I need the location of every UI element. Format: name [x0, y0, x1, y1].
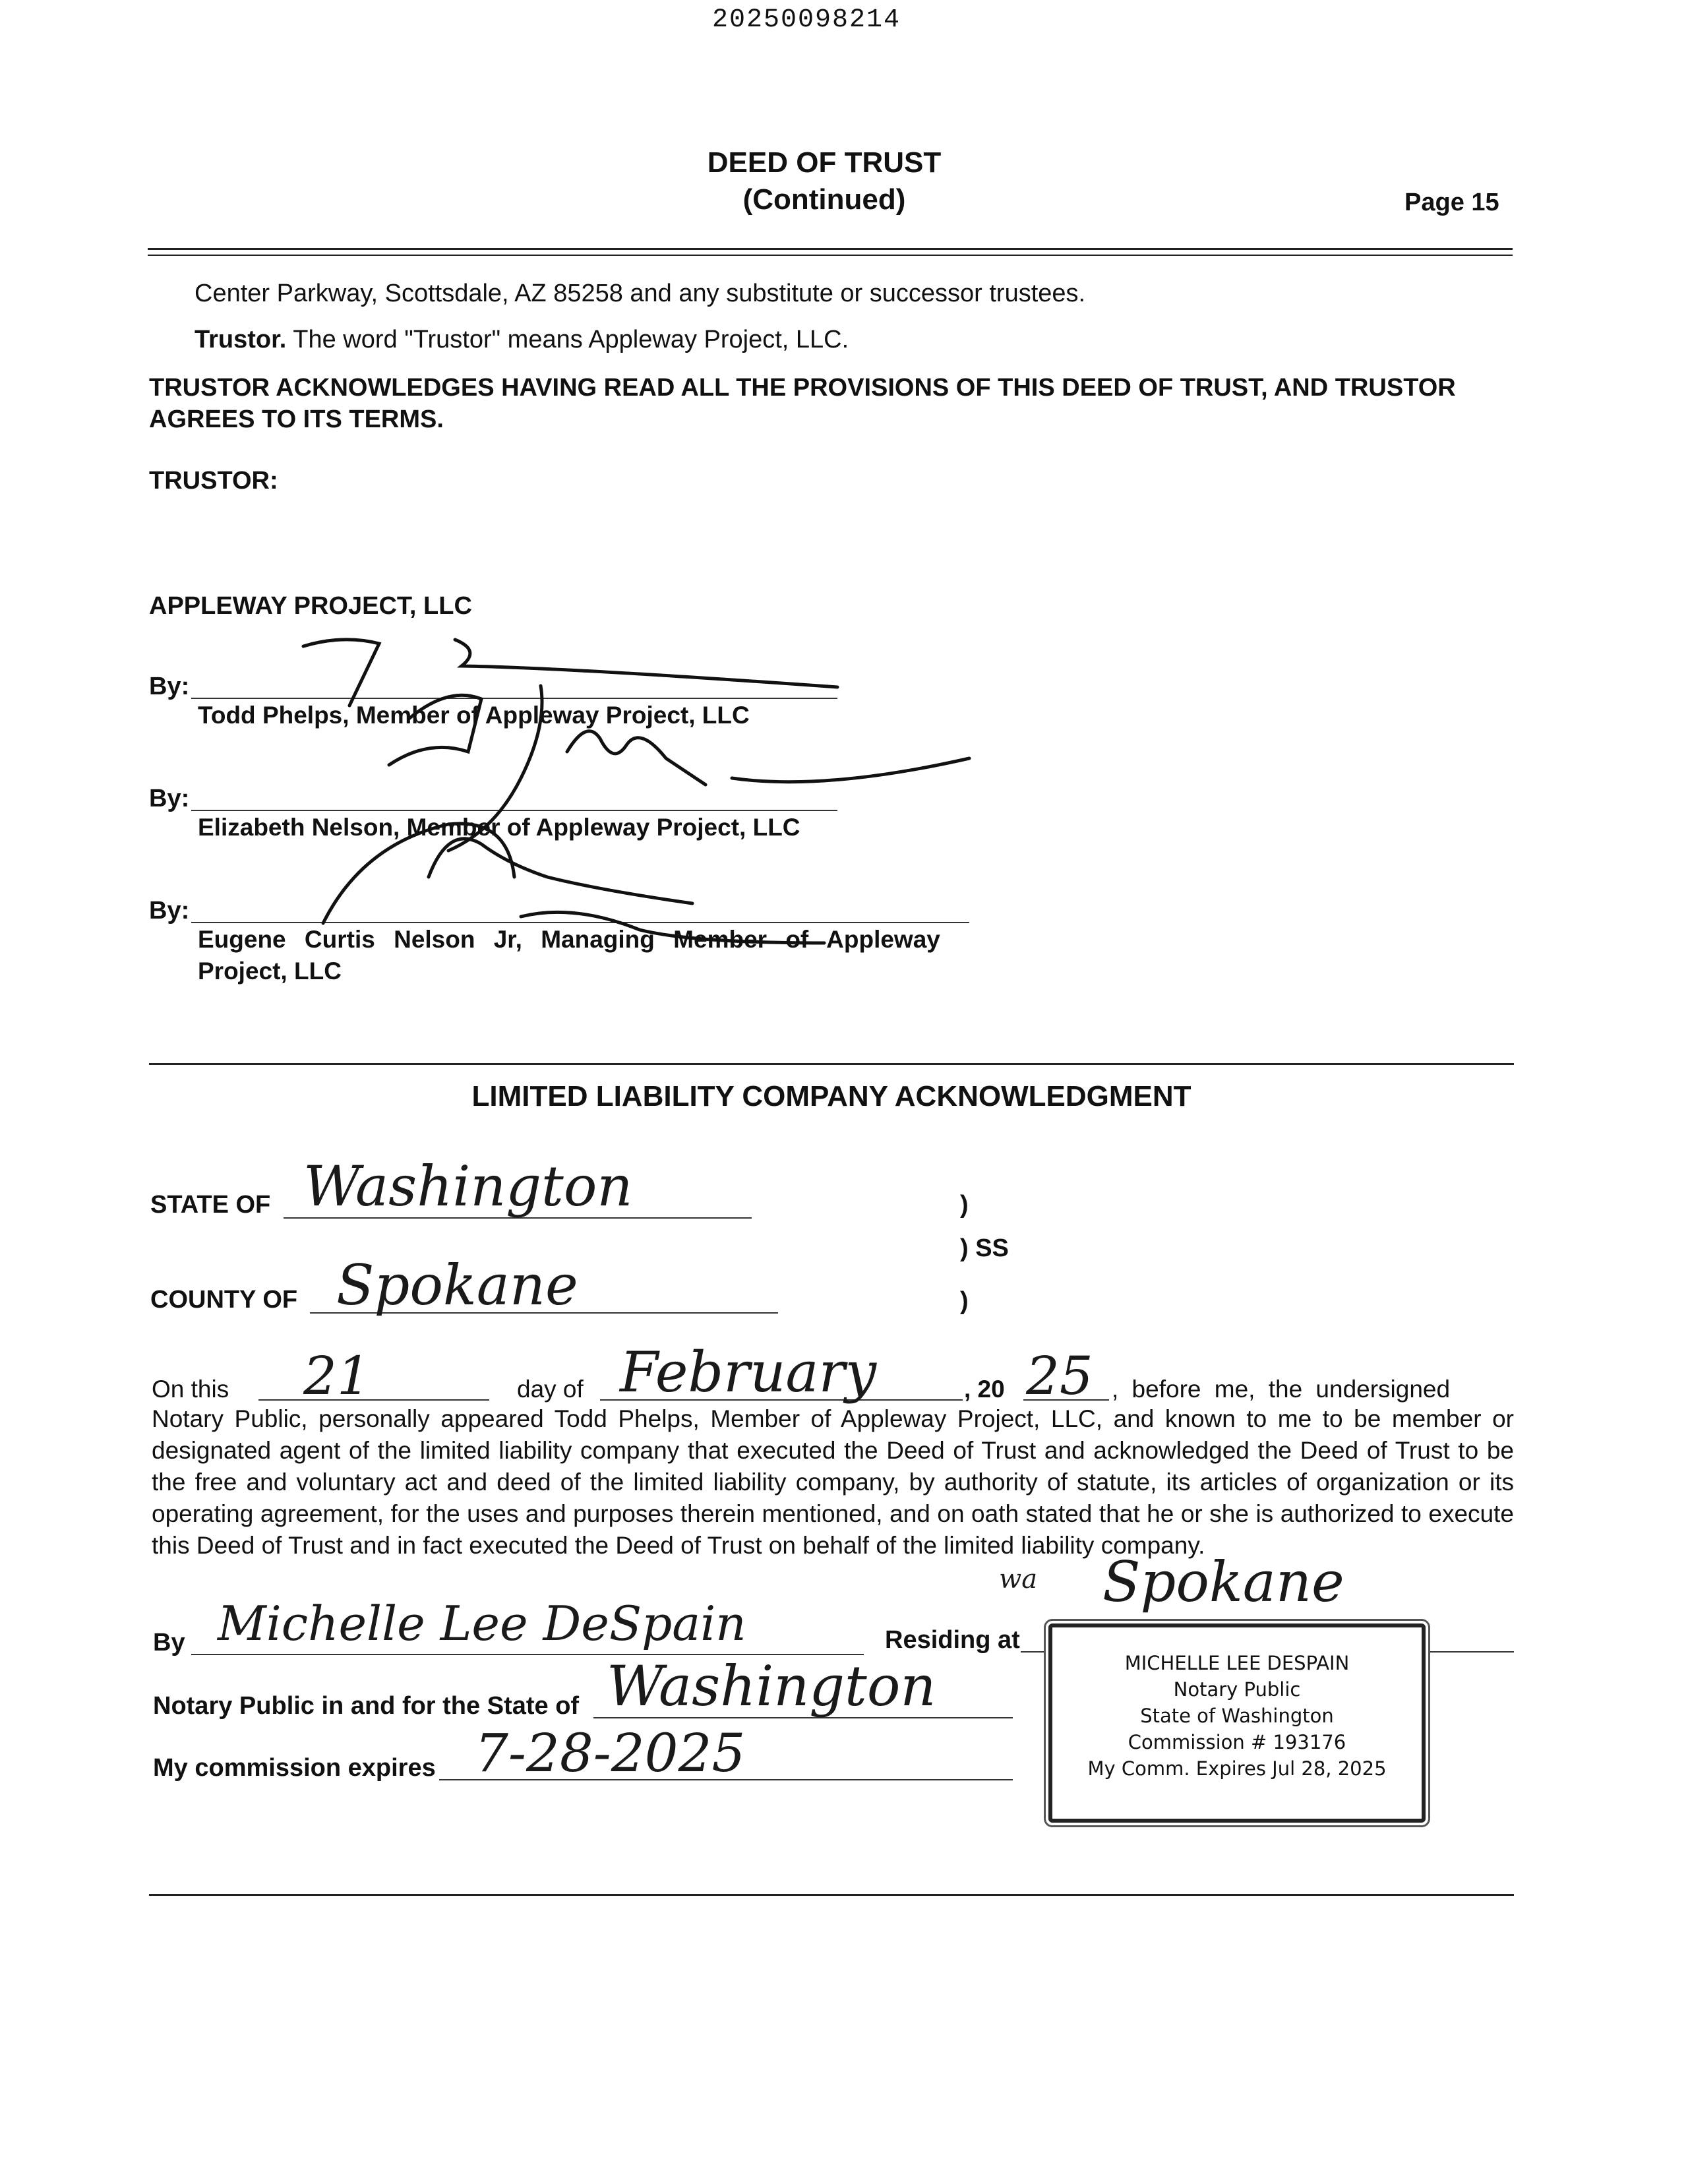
state-value: Washington	[303, 1154, 633, 1219]
commission-label: My commission expires	[153, 1754, 436, 1782]
year-prefix: , 20	[964, 1376, 1005, 1403]
deed-title: DEED OF TRUST	[707, 146, 942, 179]
acknowledgment-title: LIMITED LIABILITY COMPANY ACKNOWLEDGMENT	[471, 1080, 1191, 1112]
page-number: Page 15	[1404, 189, 1499, 216]
trustor-label: TRUSTOR:	[149, 467, 278, 495]
document-number: 20250098214	[712, 5, 901, 35]
county-value: Spokane	[336, 1253, 578, 1318]
acknowledgement-clause: TRUSTOR ACKNOWLEDGES HAVING READ ALL THE PROVISIONS OF THIS DEED OF TRUST, AND TRUSTOR AGREES TO ITS TERMS.	[149, 374, 1456, 433]
notary-state-value: Washington	[607, 1654, 936, 1718]
header-rule-top	[148, 248, 1513, 250]
stamp-line: Commission # 193176	[1128, 1731, 1346, 1753]
stamp-name: MICHELLE LEE DESPAIN	[1124, 1652, 1350, 1674]
day-of-label: day of	[517, 1376, 584, 1403]
signer-name: Elizabeth Nelson, Member of Appleway Project, LLC	[198, 814, 800, 841]
signer-name: Todd Phelps, Member of Appleway Project, LLC	[198, 702, 750, 729]
notary-signature: Michelle Lee DeSpain	[218, 1596, 746, 1651]
signer-by-label: By:	[149, 785, 190, 812]
day-line	[258, 1399, 489, 1401]
notary-stamp	[1048, 1623, 1426, 1823]
signer-name-continued: Project, LLC	[198, 957, 342, 985]
trustor-signatures	[231, 626, 989, 969]
state-label: STATE OF	[150, 1191, 271, 1219]
trustor-text: The word "Trustor" means Appleway Project, LLC.	[293, 326, 849, 353]
stamp-line: State of Washington	[1140, 1705, 1334, 1727]
residing-note: wa	[999, 1564, 1038, 1594]
on-this-label: On this	[152, 1376, 229, 1403]
venue-paren: )	[960, 1287, 969, 1315]
notary-state-label: Notary Public in and for the State of	[153, 1692, 580, 1720]
section-rule	[149, 1063, 1514, 1065]
trustor-term: Trustor.	[195, 326, 287, 353]
residing-value: Spokane	[1102, 1550, 1344, 1614]
trustee-definition-tail: Center Parkway, Scottsdale, AZ 85258 and any substitute or successor trustees.	[195, 280, 1086, 307]
trustor-definition	[195, 326, 849, 354]
signer-by-label: By:	[149, 673, 190, 700]
signer-by-label: By:	[149, 897, 190, 925]
stamp-line: My Comm. Expires Jul 28, 2025	[1087, 1757, 1387, 1780]
residing-label: Residing at	[885, 1626, 1020, 1654]
month-value: February	[620, 1340, 877, 1405]
signer-name: Eugene Curtis Nelson Jr, Managing Member of Appleway	[198, 926, 940, 953]
stamp-line: Notary Public	[1173, 1678, 1301, 1701]
acknowledgment-body: Notary Public, personally appeared Todd Phelps, Member of Appleway Project, LLC, and known to me to be member or designated agent of the limited liability company that executed the Deed of Trust and acknowledged the Deed of Trust to be the free and voluntary act and deed of the limited liability company, by authority of statute, its articles of organization or its operating agreement, for the uses and purposes therein mentioned, and on oath stated that he or she is authorized to execute this Deed of Trust and in fact executed the Deed of Trust on behalf of the limited liability company.	[152, 1405, 1514, 1559]
header-rule-bottom	[148, 255, 1513, 256]
commission-value: 7-28-2025	[475, 1722, 746, 1784]
company-name: APPLEWAY PROJECT, LLC	[149, 592, 472, 620]
deed-subtitle: (Continued)	[742, 183, 906, 216]
footer-rule	[149, 1894, 1514, 1896]
before-me-text: , before me, the undersigned	[1112, 1376, 1451, 1403]
venue-paren: )	[960, 1191, 969, 1219]
venue-ss: ) SS	[960, 1234, 1009, 1262]
year-value: 25	[1026, 1345, 1093, 1407]
county-label: COUNTY OF	[150, 1286, 298, 1314]
by-label: By	[153, 1629, 185, 1656]
day-value: 21	[303, 1345, 371, 1407]
